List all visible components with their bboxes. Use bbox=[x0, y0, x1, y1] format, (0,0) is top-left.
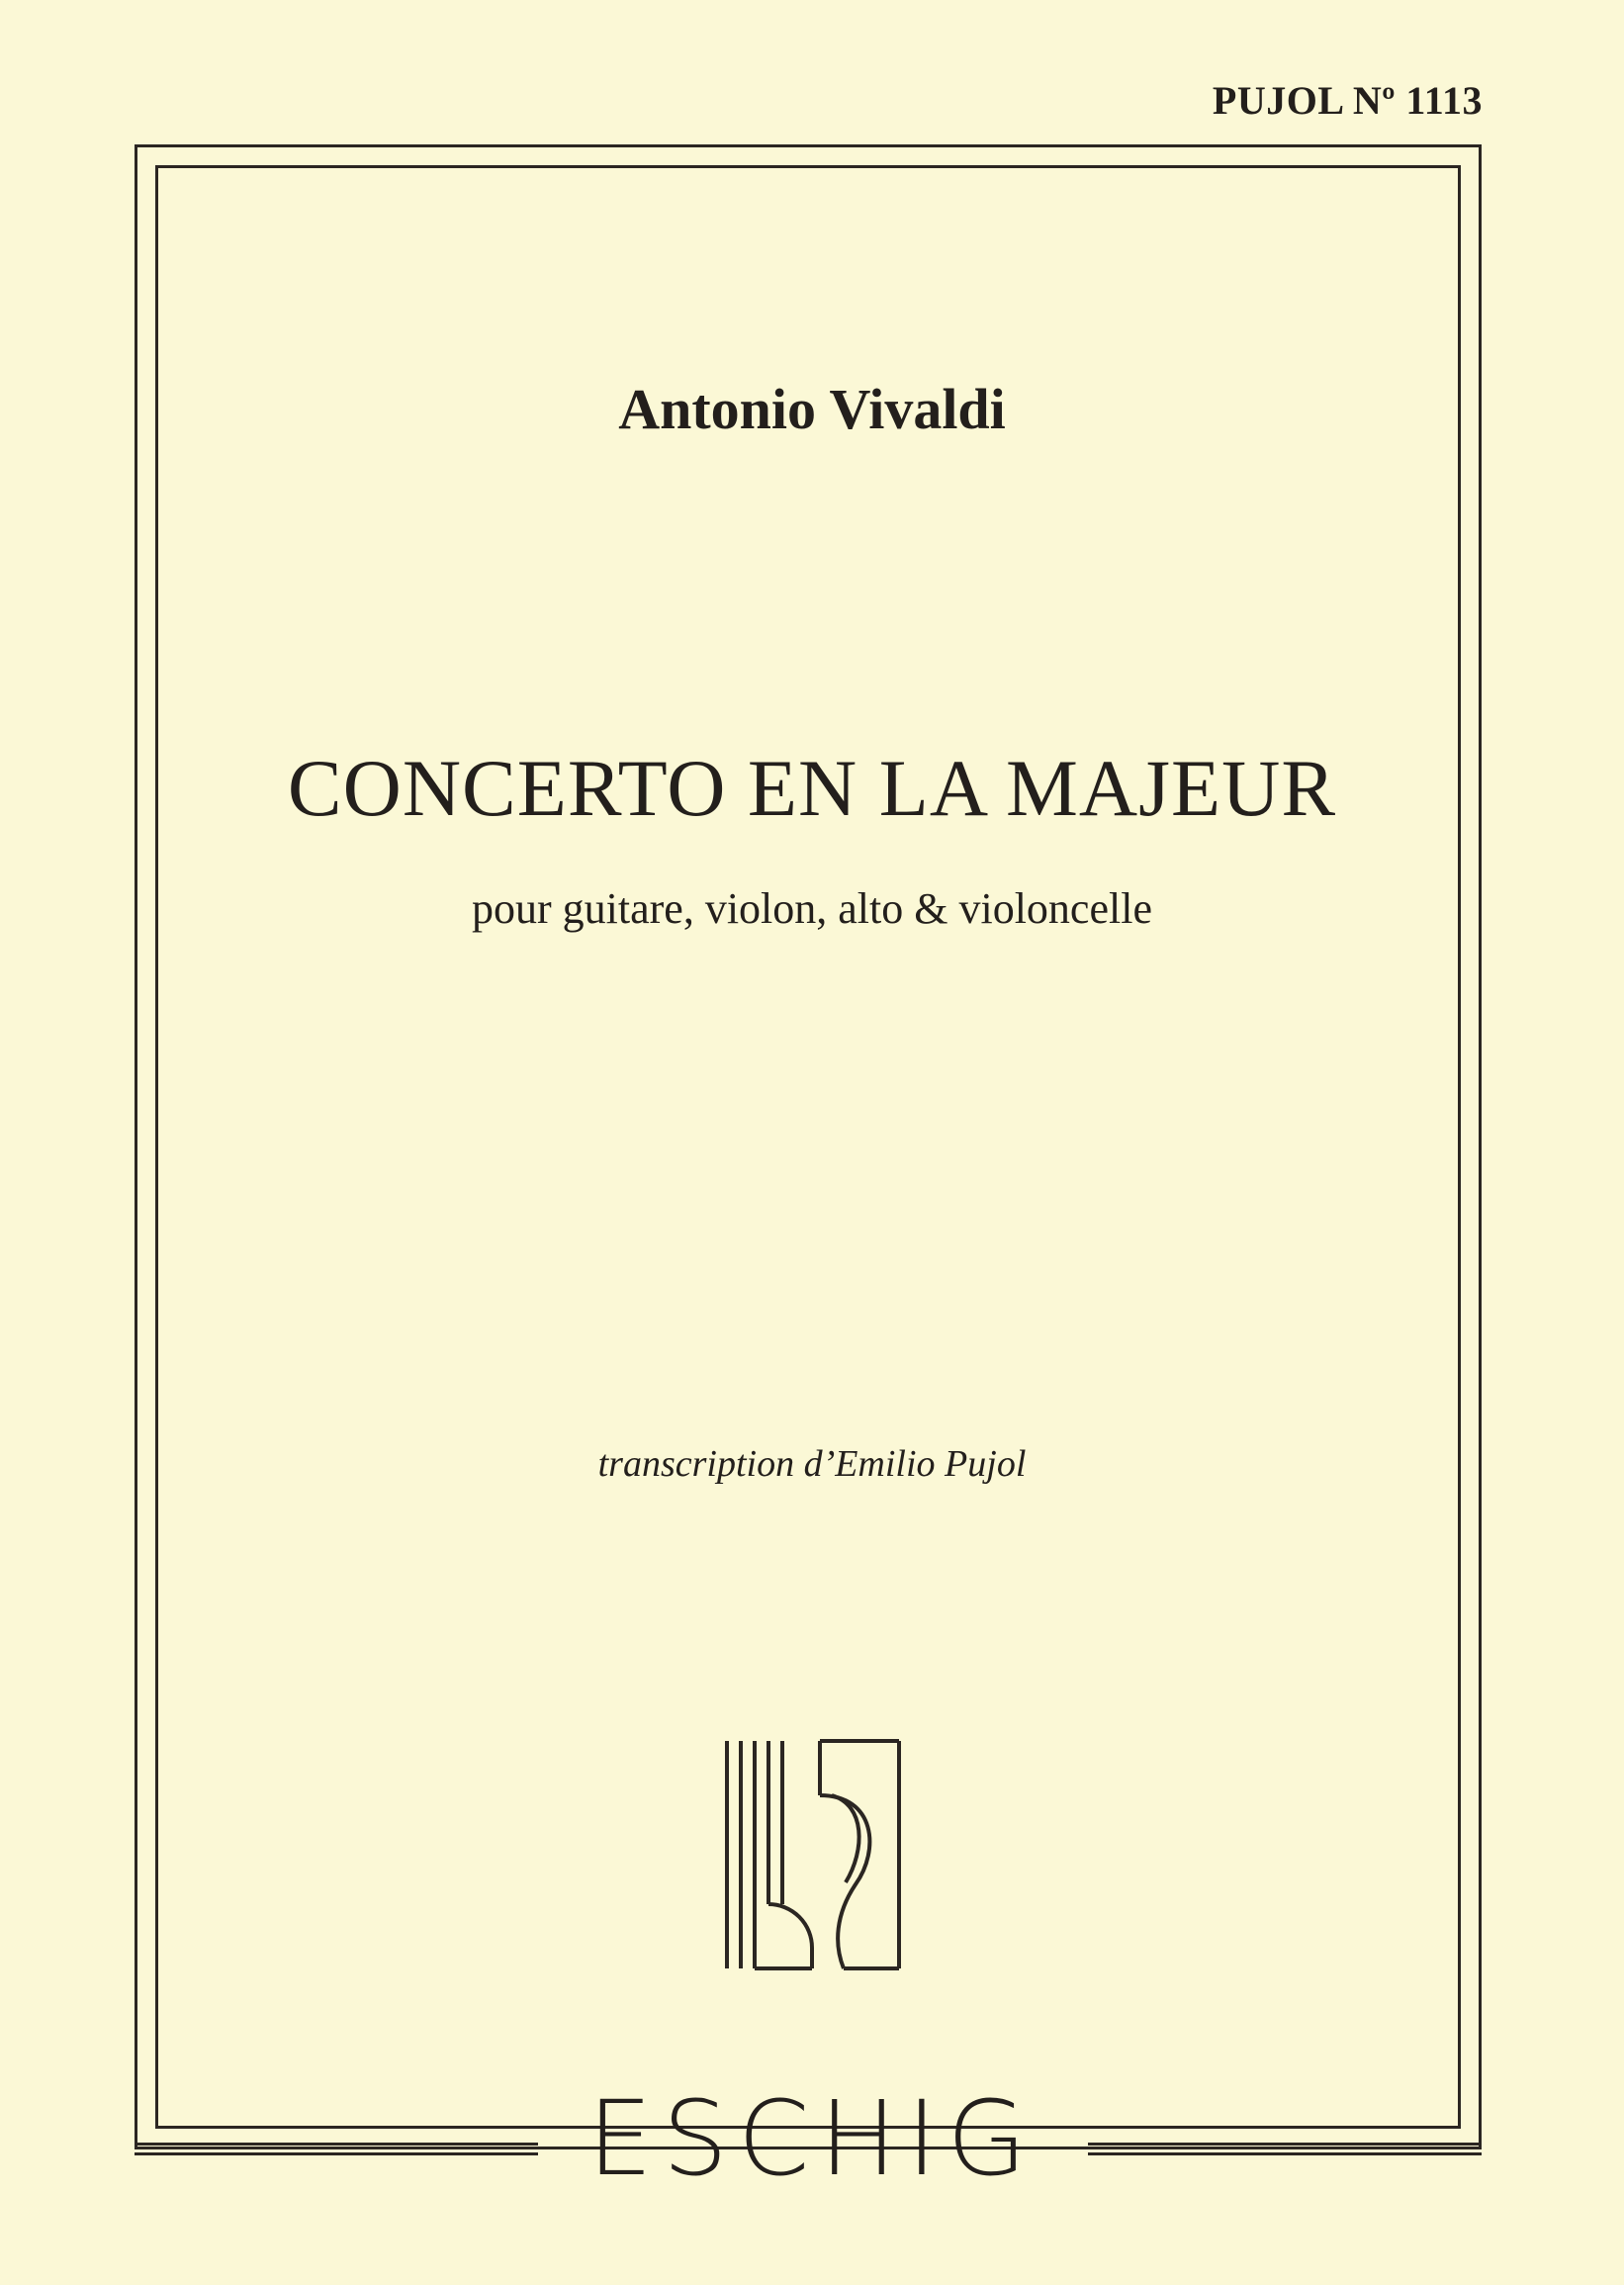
publisher-name: ESCHIG bbox=[587, 2078, 1037, 2199]
composer-name: Antonio Vivaldi bbox=[618, 377, 1006, 441]
arranger-credit: transcription d’Emilio Pujol bbox=[597, 1443, 1027, 1485]
work-title: CONCERTO EN LA MAJEUR bbox=[287, 743, 1337, 833]
publisher-logo-icon bbox=[717, 1736, 905, 1973]
catalog-number: PUJOL Nº 1113 bbox=[1212, 78, 1483, 123]
instrumentation: pour guitare, violon, alto & violoncelle bbox=[472, 884, 1152, 933]
